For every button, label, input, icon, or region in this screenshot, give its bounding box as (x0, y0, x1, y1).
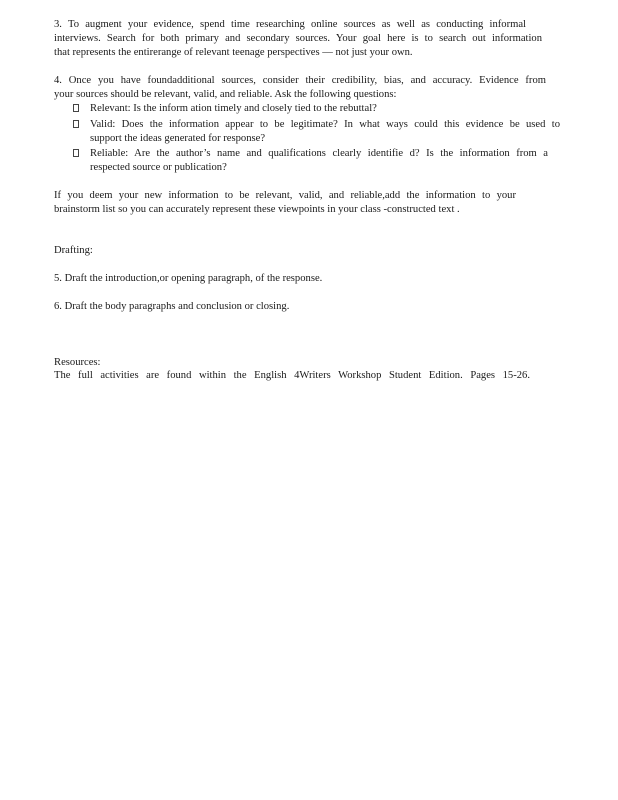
bullet-relevant-line-1: Relevant: Is the inform ation timely and closely tied to the rebuttal? (90, 103, 377, 114)
bullet-square-icon (73, 104, 79, 112)
drafting-heading: Drafting: (54, 245, 93, 256)
step-3-line-3: that represents the entirerange of relevant teenage perspectives — not just your own. (54, 47, 413, 58)
step-4-line-2: your sources should be relevant, valid, and reliable. Ask the following questions: (54, 89, 397, 100)
resources-heading: Resources: (54, 357, 101, 368)
bullet-reliable-line-1: Reliable: Are the author’s name and qualifications clearly identifie d? Is the information from a (90, 148, 548, 159)
evaluation-line-2: brainstorm list so you can accurately represent these viewpoints in your class -constructed text . (54, 204, 460, 215)
evaluation-line-1: If you deem your new information to be relevant, valid, and reliable,add the information to your (54, 190, 516, 201)
step-3-line-2: interviews. Search for both primary and secondary sources. Your goal here is to search out information (54, 33, 542, 44)
bullet-square-icon (73, 149, 79, 157)
step-4-line-1: 4. Once you have foundadditional sources, consider their credibility, bias, and accuracy. Evidence from (54, 75, 546, 86)
bullet-valid-line-2: support the ideas generated for response? (90, 133, 266, 144)
step-5-item: 5. Draft the introduction,or opening paragraph, of the response. (54, 273, 323, 284)
bullet-valid-line-1: Valid: Does the information appear to be legitimate? In what ways could this evidence be used to (90, 119, 560, 130)
bullet-square-icon (73, 120, 79, 128)
resources-text: The full activities are found within the English 4Writers Workshop Student Edition. Pages 15-26. (54, 370, 530, 381)
step-3-line-1: 3. To augment your evidence, spend time researching online sources as well as conducting informal (54, 19, 526, 30)
bullet-reliable-line-2: respected source or publication? (90, 162, 227, 173)
step-6-item: 6. Draft the body paragraphs and conclusion or closing. (54, 301, 290, 312)
